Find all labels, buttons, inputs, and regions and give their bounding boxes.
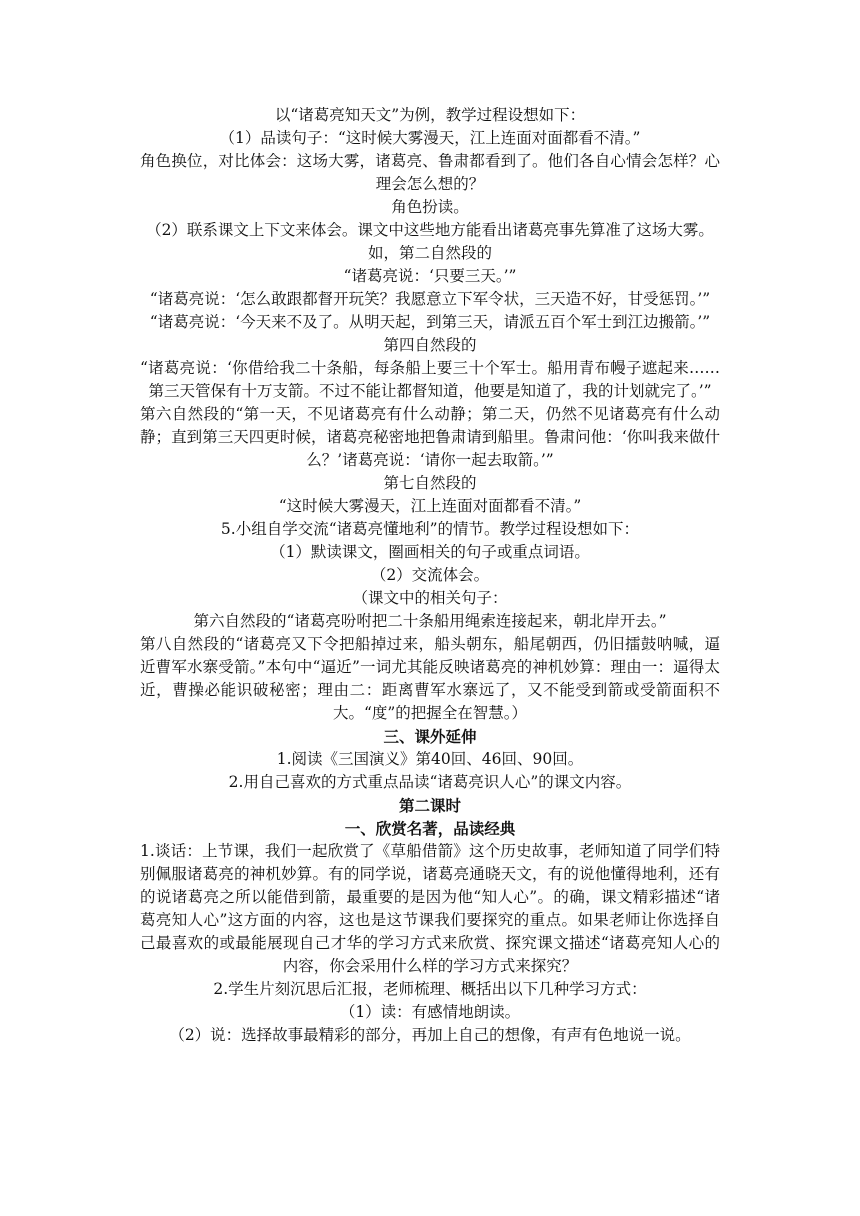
paragraph-role-swap: 角色换位，对比体会：这场大雾，诸葛亮、鲁肃都看到了。他们各自心情会怎样？心理会怎么想的？ (140, 152, 720, 193)
paragraph-role-play: 角色扮读。 (391, 198, 469, 216)
quote-five-hundred-soldiers: “诸葛亮说：‘今天来不及了。从明天起，到第三天，请派五百个军士到江边搬箭。’” (149, 313, 711, 331)
section-heading-second-lesson: 第二课时 (398, 796, 461, 815)
section-heading-appreciate: 一、欣赏名著，品读经典 (344, 819, 516, 838)
document-body (140, 104, 720, 1047)
paragraph-silent-reading: （1）默读课文，圈画相关的句子或重点词语。 (270, 543, 590, 561)
section-heading-extension: 三、课外延伸 (383, 727, 477, 746)
quote-heavy-fog: “这时候大雾漫天，江上连面对面都看不清。” (278, 497, 582, 515)
paragraph-method-read: （1）读：有感情地朗读。 (339, 1003, 521, 1021)
paragraph-para2-label: 如，第二自然段的 (367, 244, 492, 262)
paragraph-step-5: 5.小组自学交流“诸葛亮懂地利”的情节。教学过程设想如下： (220, 520, 640, 538)
paragraph-talk: 1.谈话：上节课，我们一起欣赏了《草船借箭》这个历史故事，老师知道了同学们特别佩服诸葛亮的神机妙算。有的同学说，诸葛亮通晓天文，有的说他懂得地利，还有的说诸葛亮之所以能借到箭，最重要的是因为他“知人心”。的确，课文精彩描述“诸葛亮知人心”这方面的内容，这也是这节课我们要探究的重点。如果老师让你选择自己最喜欢的或最能展现自己才华的学习方式来欣赏、探究课文描述“诸葛亮知人心的内容，你会采用什么样的学习方式来探究？ (140, 842, 720, 975)
paragraph-exchange: （2）交流体会。 (370, 566, 490, 584)
quote-para6-ropes: 第六自然段的“诸葛亮吩咐把二十条船用绳索连接起来，朝北岸开去。” (193, 612, 667, 630)
paragraph-method-say: （2）说：选择故事最精彩的部分，再加上自己的想像，有声有色地说一说。 (169, 1026, 691, 1044)
paragraph-para6-quote: 第六自然段的“第一天，不见诸葛亮有什么动静；第二天，仍然不见诸葛亮有什么动静；直到第三天四更时候，诸葛亮秘密地把鲁肃请到船里。鲁肃问他：‘你叫我来做什么？’诸葛亮说：‘请你一起去取箭。’” (140, 405, 720, 469)
quote-three-days: “诸葛亮说：‘只要三天。’” (343, 267, 517, 285)
paragraph-para8-analysis: 第八自然段的“诸葛亮又下令把船掉过来，船头朝东，船尾朝西，仍旧擂鼓呐喊，逼近曹军水寨受箭。”本句中“逼近”一词尤其能反映诸葛亮的神机妙算：理由一：逼得太近，曹操必能识破秘密；理由二：距离曹军水寨远了，又不能受到箭或受箭面积不大。“度”的把握全在智慧。） (140, 635, 720, 722)
paragraph-para4-label: 第四自然段的 (383, 336, 477, 354)
paragraph-read-novel: 1.阅读《三国演义》第40回、46回、90回。 (276, 750, 584, 768)
paragraph-read-favorite: 2.用自己喜欢的方式重点品读“诸葛亮识人心”的课文内容。 (228, 773, 632, 791)
paragraph-intro: 以“诸葛亮知天文”为例，教学过程设想如下： (274, 106, 586, 124)
paragraph-related-sentences: （课文中的相关句子： (352, 589, 508, 607)
quote-twenty-boats: “诸葛亮说：‘你借给我二十条船，每条船上要三十个军士。船用青布幔子遮起来……第三天管保有十万支箭。不过不能让都督知道，他要是知道了，我的计划就完了。’” (140, 359, 720, 400)
paragraph-step-1: （1）品读句子：“这时候大雾漫天，江上连面对面都看不清。” (219, 129, 641, 147)
quote-military-order: “诸葛亮说：‘怎么敢跟都督开玩笑？我愿意立下军令状，三天造不好，甘受惩罚。’” (149, 290, 711, 308)
paragraph-para7-label: 第七自然段的 (383, 474, 477, 492)
paragraph-step-2: （2）联系课文上下文来体会。课文中这些地方能看出诸葛亮事先算准了这场大雾。 (146, 221, 714, 239)
paragraph-report: 2.学生片刻沉思后汇报，老师梳理、概括出以下几种学习方式： (213, 980, 647, 998)
